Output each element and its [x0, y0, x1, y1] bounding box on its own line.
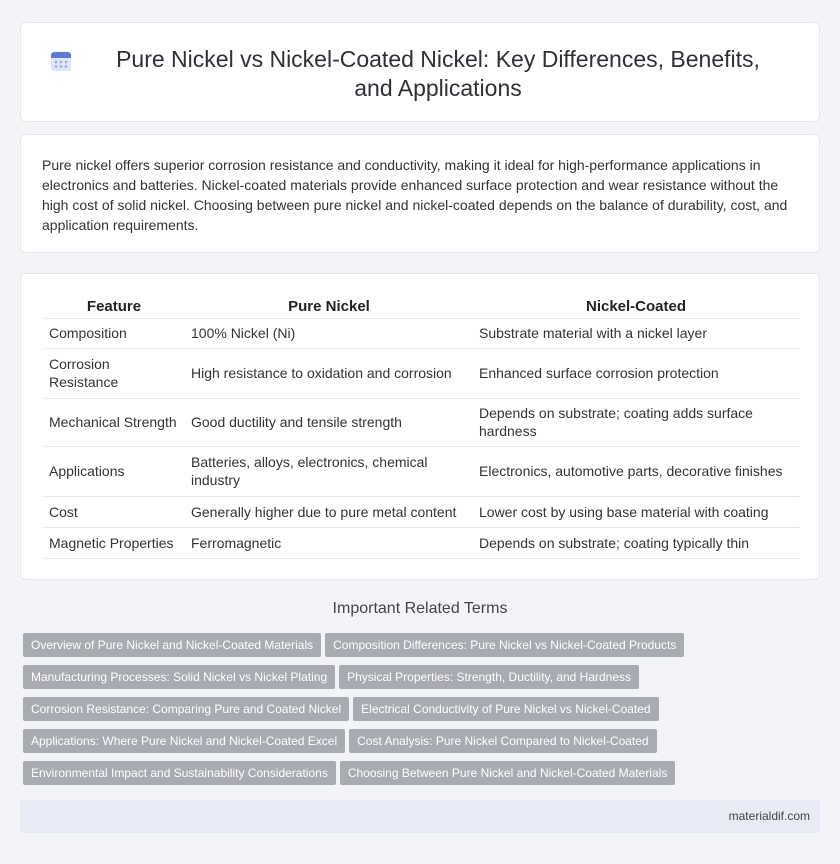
- header-feature: Feature: [43, 298, 185, 318]
- pure-nickel-cell: 100% Nickel (Ni): [185, 318, 473, 348]
- related-terms-list: [23, 633, 823, 793]
- table-row: [43, 527, 799, 558]
- table-row: [43, 318, 799, 348]
- feature-cell: Mechanical Strength: [43, 398, 185, 446]
- pure-nickel-cell: Good ductility and tensile strength: [185, 398, 473, 446]
- related-term-tag[interactable]: Physical Properties: Strength, Ductility, and Hardness: [339, 665, 639, 689]
- footer: [20, 800, 820, 833]
- related-term-tag[interactable]: Cost Analysis: Pure Nickel Compared to Nickel-Coated: [349, 729, 656, 753]
- nickel-coated-cell: Substrate material with a nickel layer: [473, 318, 799, 348]
- nickel-coated-cell: Electronics, automotive parts, decorative finishes: [473, 446, 799, 496]
- feature-cell: Corrosion Resistance: [43, 348, 185, 398]
- nickel-coated-cell: Enhanced surface corrosion protection: [473, 348, 799, 398]
- header-nickel-coated: Nickel-Coated: [473, 298, 799, 318]
- nickel-coated-cell: Depends on substrate; coating typically thin: [473, 527, 799, 558]
- table-header-row: [43, 298, 799, 318]
- header-pure-nickel: Pure Nickel: [185, 298, 473, 318]
- summary-card: [20, 134, 820, 253]
- feature-cell: Applications: [43, 446, 185, 496]
- pure-nickel-cell: Generally higher due to pure metal content: [185, 496, 473, 527]
- pure-nickel-cell: Batteries, alloys, electronics, chemical industry: [185, 446, 473, 496]
- related-terms-heading: Important Related Terms: [332, 600, 508, 617]
- page-title: Pure Nickel vs Nickel-Coated Nickel: Key Differences, Benefits, and Applications: [116, 46, 760, 101]
- title-card: [20, 22, 820, 122]
- nickel-coated-cell: Depends on substrate; coating adds surface hardness: [473, 398, 799, 446]
- table-row: [43, 398, 799, 446]
- table-row: [43, 446, 799, 496]
- related-term-tag[interactable]: Composition Differences: Pure Nickel vs Nickel-Coated Products: [325, 633, 684, 657]
- related-term-tag[interactable]: Electrical Conductivity of Pure Nickel vs Nickel-Coated: [353, 697, 658, 721]
- summary-text: Pure nickel offers superior corrosion resistance and conductivity, making it ideal for high-performance applications in electronics and batteries. Nickel-coated materials provide enhanced surface protection and wear resistance without the high cost of solid nickel. Choosing between pure nickel and nickel-coated depends on the balance of durability, cost, and application requirements.: [42, 157, 788, 233]
- pure-nickel-cell: High resistance to oxidation and corrosion: [185, 348, 473, 398]
- feature-cell: Magnetic Properties: [43, 527, 185, 558]
- table-row: [43, 496, 799, 527]
- table-row: [43, 348, 799, 398]
- feature-cell: Composition: [43, 318, 185, 348]
- related-term-tag[interactable]: Applications: Where Pure Nickel and Nickel-Coated Excel: [23, 729, 345, 753]
- related-term-tag[interactable]: Overview of Pure Nickel and Nickel-Coated Materials: [23, 633, 321, 657]
- comparison-table-card: [20, 273, 820, 580]
- footer-site-link[interactable]: materialdif.com: [728, 809, 810, 823]
- related-term-tag[interactable]: Choosing Between Pure Nickel and Nickel-Coated Materials: [340, 761, 676, 785]
- pure-nickel-cell: Ferromagnetic: [185, 527, 473, 558]
- feature-cell: Cost: [43, 496, 185, 527]
- related-term-tag[interactable]: Corrosion Resistance: Comparing Pure and Coated Nickel: [23, 697, 349, 721]
- related-term-tag[interactable]: Manufacturing Processes: Solid Nickel vs Nickel Plating: [23, 665, 335, 689]
- nickel-coated-cell: Lower cost by using base material with coating: [473, 496, 799, 527]
- comparison-table: [43, 298, 799, 559]
- related-term-tag[interactable]: Environmental Impact and Sustainability Considerations: [23, 761, 336, 785]
